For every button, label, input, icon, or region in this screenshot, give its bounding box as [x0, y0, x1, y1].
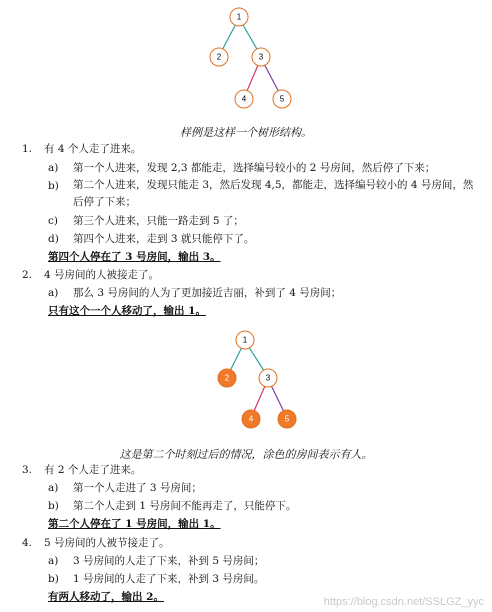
item-1-conclusion: 第四个人停在了 3 号房间，输出 3。: [48, 251, 221, 263]
item-3b-label: b): [48, 500, 59, 512]
item-4b-text: 1 号房间的人走了下来，补到 3 号房间。: [73, 573, 265, 585]
item-2-number: 2.: [22, 269, 33, 281]
tree2-node-1: [236, 331, 254, 349]
item-3-number: 3.: [22, 464, 33, 476]
tree2-node-3: [259, 369, 277, 387]
tree1-node-3: [252, 48, 270, 66]
tree-diagram-2: [206, 330, 306, 434]
svg-text:1: 1: [236, 12, 242, 22]
item-4a-label: a): [48, 555, 59, 567]
tree1-node-2: [210, 48, 228, 66]
svg-text:4: 4: [241, 94, 247, 104]
svg-text:5: 5: [284, 414, 290, 424]
item-4b-label: b): [48, 573, 59, 585]
svg-text:2: 2: [224, 373, 230, 383]
item-4-text: 5 号房间的人被节接走了。: [44, 537, 170, 549]
svg-text:5: 5: [279, 94, 285, 104]
item-3b-text: 第二个人走到 1 号房间不能再走了，只能停下。: [73, 500, 297, 512]
watermark: https://blog.csdn.net/SSLGZ_yyc: [323, 596, 484, 608]
item-3a-label: a): [48, 482, 59, 494]
tree1-node-5: [273, 90, 291, 108]
item-1c-label: c): [48, 215, 58, 227]
item-2a-label: a): [48, 287, 59, 299]
item-3-text: 有 2 个人走了进来。: [44, 464, 142, 476]
svg-text:2: 2: [216, 52, 222, 62]
item-1d-label: d): [48, 233, 59, 245]
item-2a-text: 那么 3 号房间的人为了更加接近吉丽，补到了 4 号房间；: [73, 287, 342, 299]
svg-text:3: 3: [265, 373, 271, 383]
svg-text:3: 3: [258, 52, 264, 62]
item-1-text: 有 4 个人走了进来。: [44, 143, 142, 155]
item-1b-text: 第二个人进来，发现只能走 3，然后发现 4,5，都能走，选择编号较小的 4 号房间，然后停了下来；: [73, 179, 474, 208]
item-1-number: 1.: [22, 143, 33, 155]
item-1c-text: 第三个人进来，只能一路走到 5 了；: [73, 215, 244, 227]
tree-diagram-1: [200, 6, 300, 110]
item-2-conclusion: 只有这个一个人移动了，输出 1。: [48, 305, 206, 317]
tree1-node-1: [230, 8, 248, 26]
item-4-number: 4.: [22, 537, 33, 549]
svg-text:1: 1: [242, 335, 248, 345]
item-4-conclusion: 有两人移动了，输出 2。: [48, 591, 164, 603]
tree2-node-4: [242, 410, 260, 428]
tree2-node-2: [218, 369, 236, 387]
item-1b-label: b): [48, 180, 59, 192]
item-4a-text: 3 号房间的人走了下来，补到 5 号房间；: [73, 555, 265, 567]
tree2-node-5: [278, 410, 296, 428]
item-1d-text: 第四个人进来，走到 3 就只能停下了。: [73, 233, 255, 245]
tree2-caption: 这是第二个时刻过后的情况，涂色的房间表示有人。: [119, 448, 373, 461]
item-1a-label: a): [48, 162, 59, 174]
item-3-conclusion: 第二个人停在了 1 号房间，输出 1。: [48, 518, 221, 530]
item-2-text: 4 号房间的人被接走了。: [44, 269, 160, 281]
tree1-caption: 样例是这样一个树形结构。: [180, 126, 312, 139]
svg-text:4: 4: [248, 414, 254, 424]
item-3a-text: 第一个人走进了 3 号房间；: [73, 482, 202, 494]
tree1-node-4: [235, 90, 253, 108]
item-1a-text: 第一个人进来，发现 2,3 都能走，选择编号较小的 2 号房间，然后停了下来；: [73, 162, 436, 174]
